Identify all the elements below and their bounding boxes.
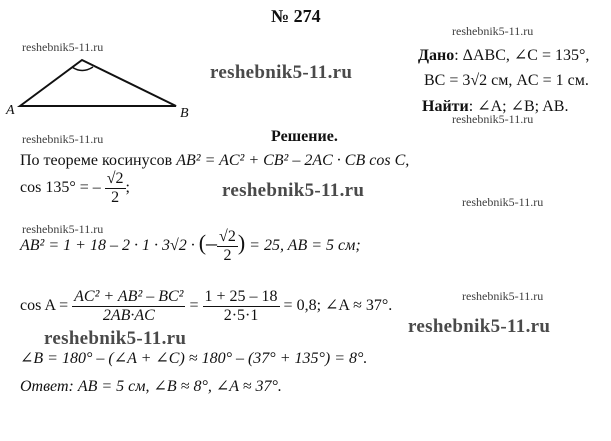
watermark-large: reshebnik5-11.ru: [44, 328, 187, 349]
theorem-line: [20, 152, 409, 170]
cos135-fraction: [105, 170, 126, 207]
given-line-1: [418, 45, 589, 65]
watermark-large: reshebnik5-11.ru: [222, 180, 365, 201]
angle-b-line: ∠B = 180° – (∠A + ∠C) ≈ 180° – (37° + 135°) = 8°.: [20, 350, 368, 367]
watermark-small: reshebnik5-11.ru: [22, 222, 104, 236]
cos135-denominator: 2: [111, 189, 120, 206]
watermark-small: reshebnik5-11.ru: [22, 40, 104, 54]
ab-squared-numerator: √2: [219, 228, 236, 245]
watermark-small: reshebnik5-11.ru: [22, 132, 104, 146]
triangle-figure: [0, 0, 200, 130]
ab-squared-denominator: 2: [223, 247, 232, 264]
given-label: Дано: [418, 47, 455, 64]
ab-squared-line: [20, 228, 361, 265]
answer-line: [20, 376, 282, 396]
cos-a-right: = 0,8; ∠A ≈ 37°.: [283, 297, 393, 315]
watermark-small: reshebnik5-11.ru: [452, 24, 534, 38]
solution-heading: Решение.: [271, 128, 338, 145]
cos-a-numerator-2: 1 + 25 – 18: [204, 288, 278, 305]
cos135-line: [20, 170, 130, 207]
ab-squared-paren-open: (–: [198, 230, 218, 256]
watermark-large: reshebnik5-11.ru: [408, 316, 551, 337]
cos-a-fraction-2: [203, 288, 280, 325]
problem-number: № 274: [271, 6, 321, 26]
given-line-2: BC = 3√2 см, AC = 1 см.: [424, 72, 589, 89]
triangle-abc: [20, 60, 176, 106]
watermark-large: reshebnik5-11.ru: [210, 62, 353, 83]
ab-squared-paren-close: ): [237, 230, 246, 256]
cos135-left: cos 135° = –: [20, 179, 101, 197]
cos-a-denominator-2: 2·5·1: [223, 307, 259, 324]
find-line: [422, 96, 568, 116]
cos135-end: ;: [125, 179, 130, 197]
ab-squared-left: AB² = 1 + 18 – 2 · 1 · 3√2 ·: [20, 237, 195, 255]
ab-squared-right: = 25, AB = 5 см;: [249, 237, 361, 255]
watermark-small: reshebnik5-11.ru: [452, 112, 534, 126]
answer-label: Ответ: [20, 378, 69, 395]
cos-a-numerator-1: AC² + AB² – BC²: [74, 288, 184, 305]
angle-c-arc: [72, 67, 93, 71]
vertex-b-label: B: [180, 106, 189, 121]
watermark-small: reshebnik5-11.ru: [462, 289, 544, 303]
find-text: : ∠A; ∠B; AB.: [468, 98, 569, 115]
theorem-prefix: По теореме косинусов: [20, 152, 173, 169]
cos-a-left: cos A =: [20, 297, 69, 315]
cos-a-equals: =: [189, 297, 199, 315]
vertex-a-label: A: [6, 103, 15, 118]
find-label: Найти: [422, 98, 469, 115]
answer-text: : AB = 5 см, ∠B ≈ 8°, ∠A ≈ 37°.: [68, 378, 282, 395]
watermark-small: reshebnik5-11.ru: [462, 195, 544, 209]
cos-a-fraction-1: [72, 288, 185, 325]
ab-squared-fraction: [217, 228, 238, 265]
cos-a-line: [20, 288, 392, 325]
cos-a-denominator-1: 2AB·AC: [102, 307, 155, 324]
theorem-formula: AB² = AC² + CB² – 2AC · CB cos C,: [176, 152, 410, 169]
given-text: : ΔABC, ∠C = 135°,: [454, 47, 590, 64]
cos135-numerator: √2: [106, 170, 124, 187]
